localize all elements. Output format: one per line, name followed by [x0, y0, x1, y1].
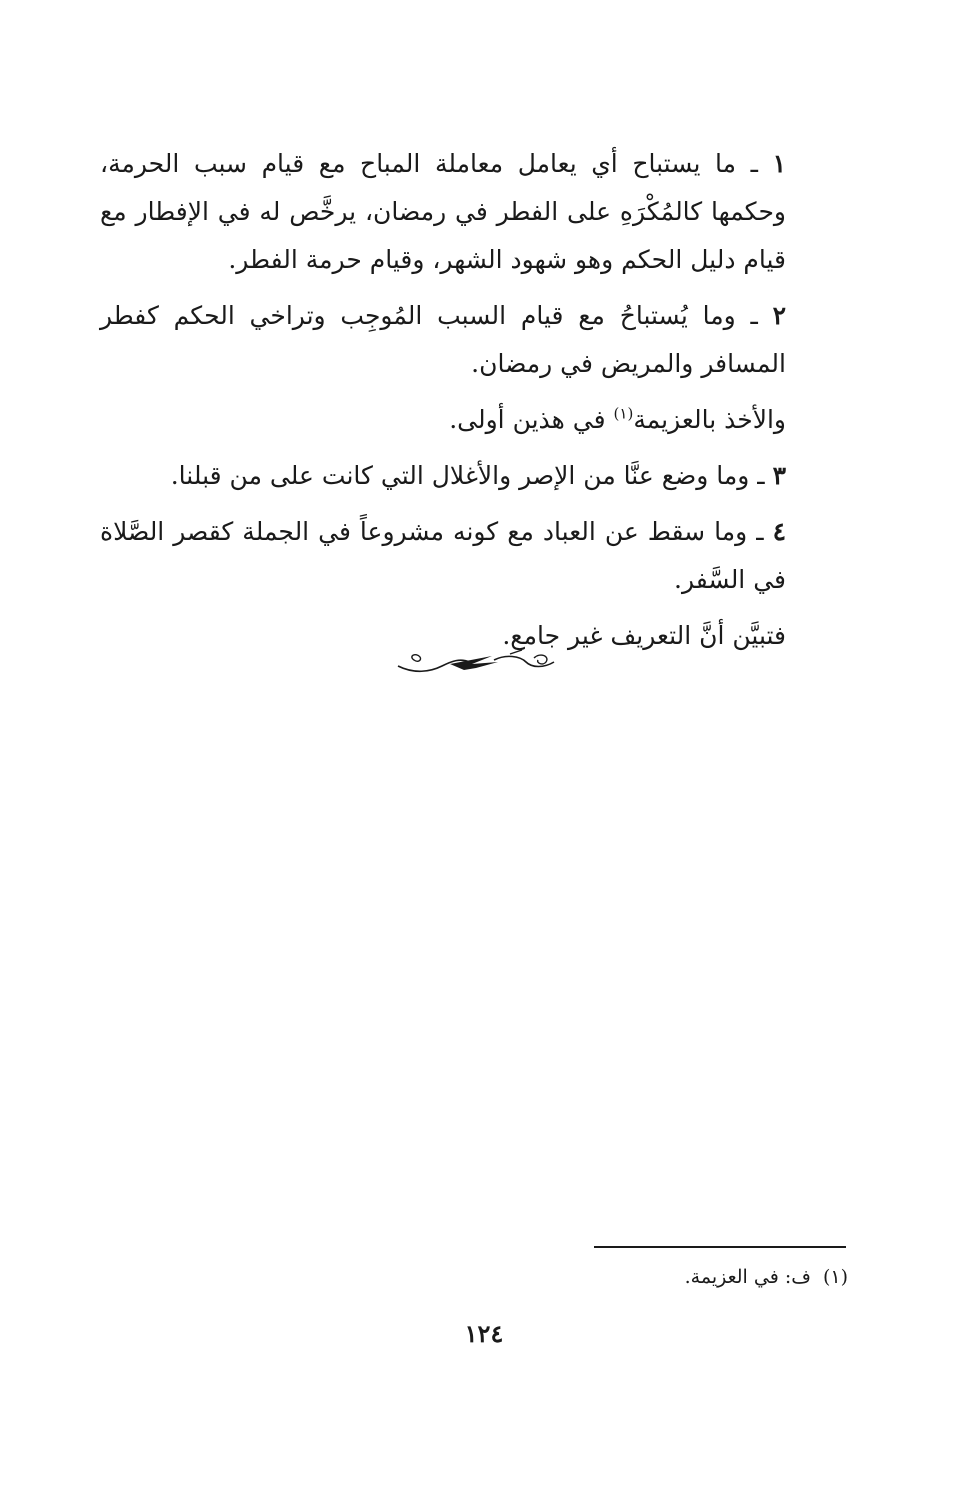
- item-number: ٤: [772, 517, 787, 546]
- footnote: [685, 1262, 848, 1292]
- footnote-separator: [594, 1246, 846, 1248]
- item-dash: ـ: [736, 149, 773, 178]
- list-item-2: [100, 292, 848, 388]
- footnote-number: (١): [822, 1266, 848, 1288]
- footnote-reference[interactable]: (١): [613, 404, 634, 423]
- item-text: وما سقط عن العباد مع كونه مشروعاً في الجملة كقصر الصَّلاة في السَّفر.: [100, 517, 786, 594]
- list-item-3: [100, 452, 848, 500]
- item-number: ٣: [772, 461, 786, 490]
- item-text: ما يستباح أي يعامل معاملة المباح مع قيام سبب الحرمة، وحكمها كالمُكْرَهِ على الفطر في رمضان، يرخَّص له في الإفطار مع قيام دليل الحكم وهو شهود الشهر، وقيام حرمة الفطر.: [100, 149, 786, 274]
- item-dash: ـ: [735, 301, 773, 330]
- note-paragraph: [100, 396, 848, 444]
- flourish-divider-icon: [394, 648, 558, 678]
- note-text-start: والأخذ بالعزيمة: [633, 405, 786, 434]
- note-text-end: في هذين أولى.: [449, 405, 614, 434]
- item-number: ٢: [772, 301, 786, 330]
- item-number: ١: [772, 149, 787, 178]
- list-item-4: [100, 508, 848, 604]
- list-item-1: [100, 140, 848, 284]
- item-text: وما يُستباحُ مع قيام السبب المُوجِب وتراخي الحكم كفطر المسافر والمريض في رمضان.: [100, 301, 786, 378]
- footnote-text: ف: في العزيمة.: [684, 1266, 811, 1288]
- item-text: وما وضع عنَّا من الإصر والأغلال التي كانت على من قبلنا.: [170, 461, 750, 490]
- conclusion-text: فتبيَّن أنَّ التعريف غير جامع.: [502, 621, 786, 650]
- item-dash: ـ: [747, 517, 773, 546]
- main-text: [100, 140, 848, 668]
- page-number: ١٢٤: [464, 1319, 504, 1348]
- item-dash: ـ: [749, 461, 773, 490]
